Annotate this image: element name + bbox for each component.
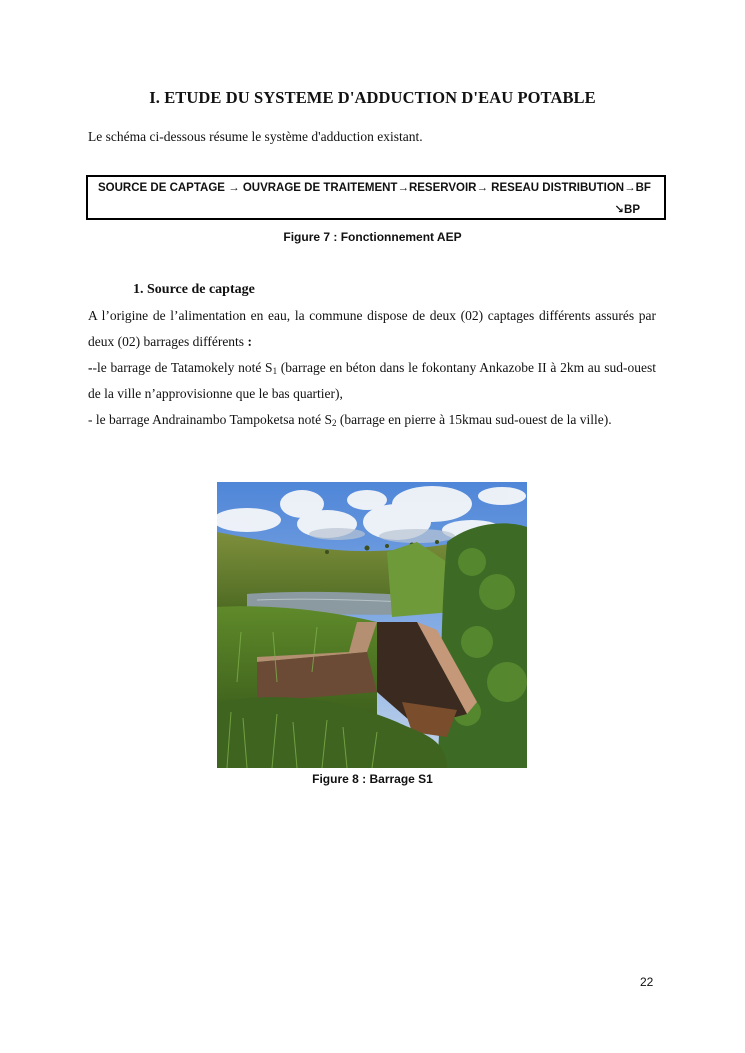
paragraph-captages: [88, 303, 656, 355]
figure-7-caption: Figure 7 : Fonctionnement AEP: [283, 230, 462, 244]
paragraph-barrage-s2: [88, 407, 656, 433]
scheme-flow-line: SOURCE DE CAPTAGE → OUVRAGE DE TRAITEMENT→RESERVOIR→ RESEAU DISTRIBUTION→BF: [98, 182, 651, 194]
figure-8-caption: Figure 8 : Barrage S1: [312, 772, 433, 786]
paragraph-text: (barrage en pierre à 15kmau sud-ouest de la ville).: [336, 412, 612, 427]
paragraph-text: -le barrage de Tatamokely noté S: [92, 360, 273, 375]
subsection-heading: 1. Source de captage: [133, 282, 255, 297]
dam-photo: [217, 482, 527, 768]
paragraph-text: (barrage en béton dans le fokontany Ankazobe II à 2km au sud-ouest de la ville n’approvisionne que le bas quartier),: [88, 360, 656, 401]
subscript: 2: [331, 418, 337, 428]
page-number: 22: [640, 975, 654, 989]
section-title: I. ETUDE DU SYSTEME D'ADDUCTION D'EAU POTABLE: [149, 88, 596, 107]
paragraph-barrage-s1: --le barrage de Tatamokely noté $S_1$ (barrage en béton dans le fokontany Ankazobe II à 2km au sud-ouest de la ville n’approvisionne que le bas quartier),: [88, 360, 656, 401]
scheme-branch-line: ↘BP: [614, 204, 640, 216]
intro-text: Le schéma ci-dessous résume le système d'adduction existant.: [88, 129, 423, 144]
paragraph-text: A l’origine de l’alimentation en eau, la commune dispose de deux (02) captages différents assurés par deux (02) barrages différents: [88, 308, 656, 349]
subscript: 1: [272, 366, 278, 376]
scheme-box: [86, 175, 666, 220]
paragraph-text: - le barrage Andrainambo Tampoketsa noté S: [88, 412, 332, 427]
paragraph-colon: :: [244, 334, 252, 349]
